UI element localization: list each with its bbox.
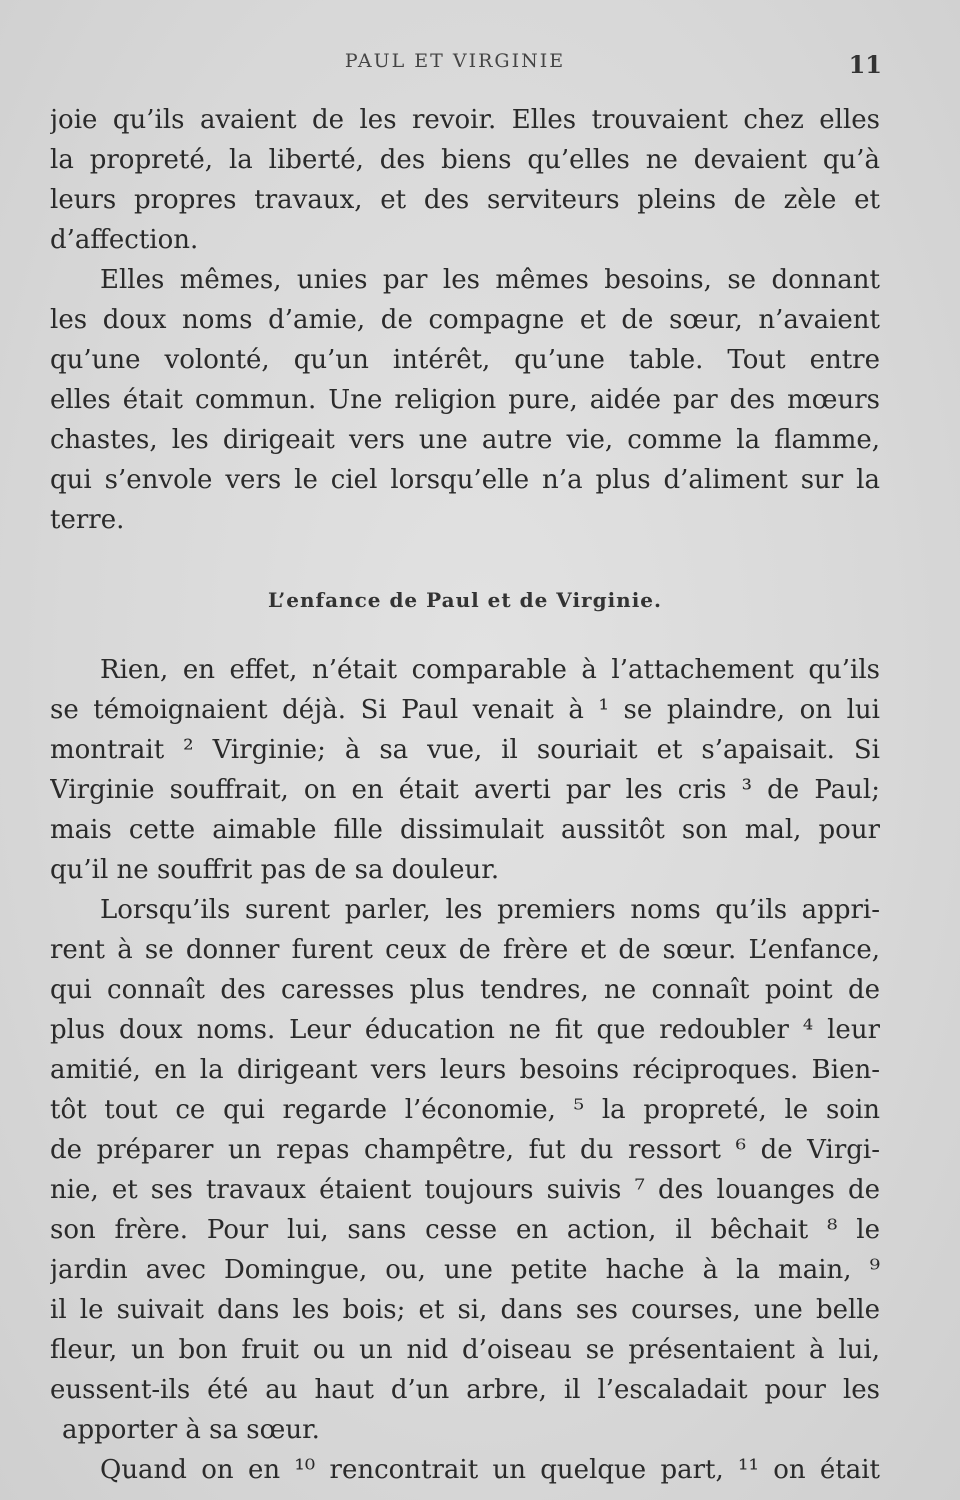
text-line: les doux noms d’amie, de compagne et de sœur, n’avaient xyxy=(50,305,880,335)
text-line: fleur, un bon fruit ou un nid d’oiseau se présentaient à lui, xyxy=(50,1335,880,1365)
text-line: de préparer un repas champêtre, fut du ressort ⁶ de Virgi- xyxy=(50,1135,880,1165)
text-line: terre. xyxy=(50,505,125,535)
text-line: nie, et ses travaux étaient toujours suivis ⁷ des louanges de xyxy=(50,1175,880,1205)
text-line: son frère. Pour lui, sans cesse en action, il bêchait ⁸ le xyxy=(50,1215,880,1245)
text-line: jardin avec Domingue, ou, une petite hache à la main, ⁹ xyxy=(50,1255,880,1285)
text-line: elles était commun. Une religion pure, aidée par des mœurs xyxy=(50,385,880,415)
text-line: qui connaît des caresses plus tendres, ne connaît point de xyxy=(50,975,880,1005)
text-line: se témoignaient déjà. Si Paul venait à ¹ se plaindre, on lui xyxy=(50,695,880,725)
text-line: d’affection. xyxy=(50,225,199,255)
text-line: Quand on en ¹⁰ rencontrait un quelque part, ¹¹ on était xyxy=(100,1455,880,1485)
text-line: il le suivait dans les bois; et si, dans ses courses, une belle xyxy=(50,1295,880,1325)
text-line: montrait ² Virginie; à sa vue, il souriait et s’apaisait. Si xyxy=(50,735,880,765)
text-line: chastes, les dirigeait vers une autre vie, comme la flamme, xyxy=(50,425,880,455)
text-line: eussent-ils été au haut d’un arbre, il l’escaladait pour les xyxy=(50,1375,880,1405)
text-line: Rien, en effet, n’était comparable à l’attachement qu’ils xyxy=(100,655,880,685)
running-title: PAUL ET VIRGINIE xyxy=(344,50,566,72)
text-line: qu’il ne souffrit pas de sa douleur. xyxy=(50,855,500,885)
text-line: tôt tout ce qui regarde l’économie, ⁵ la propreté, le soin xyxy=(50,1095,880,1125)
page-number: 11 xyxy=(848,50,882,79)
text-line: amitié, en la dirigeant vers leurs besoins réciproques. Bien- xyxy=(50,1055,880,1085)
text-line: rent à se donner furent ceux de frère et de sœur. L’enfance, xyxy=(50,935,880,965)
text-line: la propreté, la liberté, des biens qu’elles ne devaient qu’à xyxy=(50,145,880,175)
text-line: Lorsqu’ils surent parler, les premiers noms qu’ils appri- xyxy=(100,895,880,925)
body-text xyxy=(50,100,880,1490)
text-line: Elles mêmes, unies par les mêmes besoins, se donnant xyxy=(100,265,880,295)
text-line: apporter à sa sœur. xyxy=(62,1415,320,1445)
text-line: joie qu’ils avaient de les revoir. Elles trouvaient chez elles xyxy=(50,105,880,135)
section-heading: L’enfance de Paul et de Virginie. xyxy=(267,588,662,612)
text-line: leurs propres travaux, et des serviteurs pleins de zèle et xyxy=(50,185,880,215)
text-line: mais cette aimable fille dissimulait aussitôt son mal, pour xyxy=(50,815,880,845)
text-line: qu’une volonté, qu’un intérêt, qu’une table. Tout entre xyxy=(50,345,880,375)
text-line: plus doux noms. Leur éducation ne fit que redoubler ⁴ leur xyxy=(50,1015,880,1045)
text-line: Virginie souffrait, on en était averti par les cris ³ de Paul; xyxy=(50,775,880,805)
page-header xyxy=(0,50,960,80)
text-line: qui s’envole vers le ciel lorsqu’elle n’a plus d’aliment sur la xyxy=(50,465,880,495)
